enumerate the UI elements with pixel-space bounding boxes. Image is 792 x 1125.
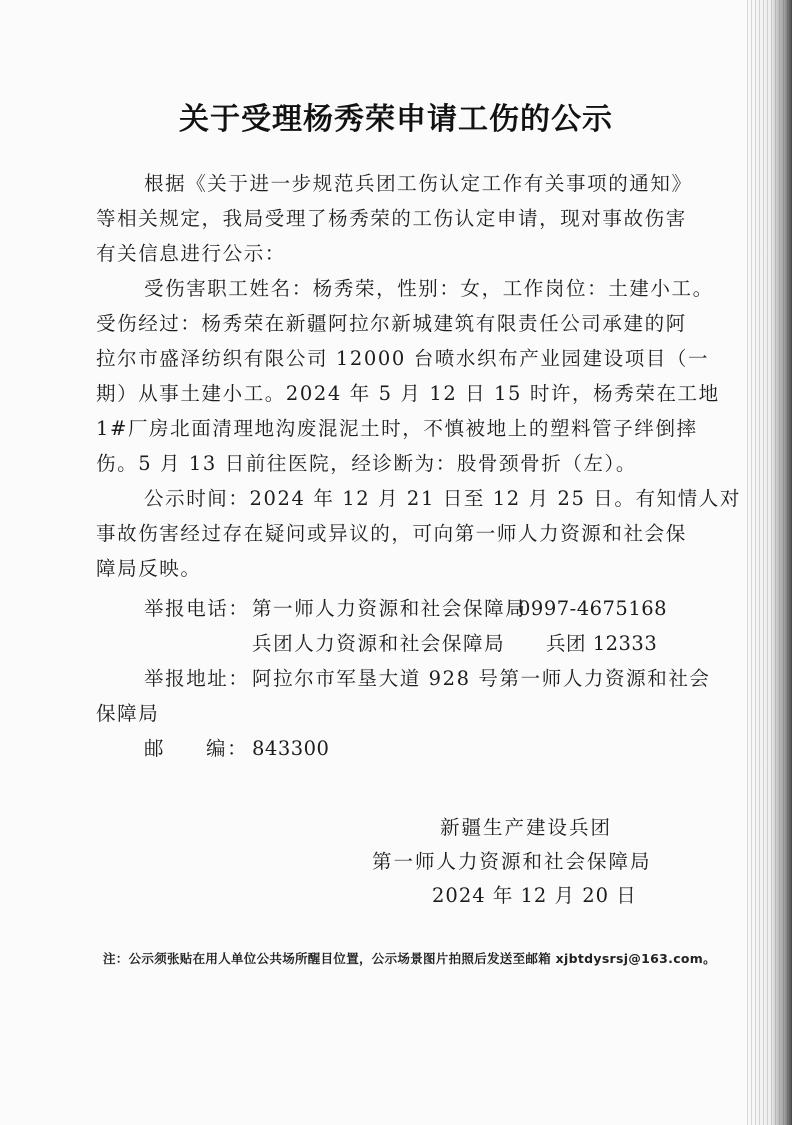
period-line-2: 事故伤害经过存在疑问或异议的，可向第一师人力资源和社会保 xyxy=(96,522,687,545)
injury-line-4: 1#厂房北面清理地沟废混泥土时，不慎被地上的塑料管子绊倒摔 xyxy=(96,417,698,440)
injured-worker-info: 受伤害职工姓名：杨秀荣，性别：女，工作岗位：土建小工。 xyxy=(144,277,714,300)
signature-org-2: 第一师人力资源和社会保障局 xyxy=(372,850,652,873)
period-line-1: 公示时间：2024 年 12 月 21 日至 12 月 25 日。有知情人对 xyxy=(144,487,741,510)
intro-line-1: 根据《关于进一步规范兵团工伤认定工作有关事项的通知》 xyxy=(144,172,693,195)
postcode-label-part-1: 邮 xyxy=(144,737,166,760)
period-line-3: 障局反映。 xyxy=(96,557,202,580)
signature-org-1: 新疆生产建设兵团 xyxy=(440,816,613,839)
phone-org-2: 兵团人力资源和社会保障局 xyxy=(252,632,506,655)
postcode-value: 843300 xyxy=(252,737,330,760)
address-label: 举报地址： xyxy=(144,667,250,690)
intro-line-3: 有关信息进行公示： xyxy=(96,242,286,265)
footnote: 注：公示须张贴在用人单位公共场所醒目位置，公示场景图片拍照后发送至邮箱 xjbtdysrsj@163.com。 xyxy=(103,951,716,966)
phone-org-1: 第一师人力资源和社会保障局 xyxy=(252,597,527,620)
injury-line-2: 拉尔市盛泽纺织有限公司 12000 台喷水织布产业园建设项目（一 xyxy=(96,347,710,370)
address-line-1: 阿拉尔市军垦大道 928 号第一师人力资源和社会 xyxy=(252,667,711,690)
postcode-label-part-2: 编： xyxy=(206,737,249,760)
phone-number-2: 兵团 12333 xyxy=(546,632,658,655)
signature-date: 2024 年 12 月 20 日 xyxy=(432,884,637,907)
scan-shadow-edge xyxy=(744,0,792,1125)
address-line-2: 保障局 xyxy=(96,702,160,725)
injury-line-5: 伤。5 月 13 日前往医院，经诊断为：股骨颈骨折（左）。 xyxy=(96,452,637,475)
injury-line-3: 期）从事土建小工。2024 年 5 月 12 日 15 时许，杨秀荣在工地 xyxy=(96,382,720,405)
phone-number-1: 0997-4675168 xyxy=(518,597,668,620)
intro-line-2: 等相关规定，我局受理了杨秀荣的工伤认定申请，现对事故伤害 xyxy=(96,207,687,230)
document-title: 关于受理杨秀荣申请工伤的公示 xyxy=(179,102,613,137)
injury-line-1: 受伤经过：杨秀荣在新疆阿拉尔新城建筑有限责任公司承建的阿 xyxy=(96,312,687,335)
phone-label: 举报电话： xyxy=(144,597,250,620)
